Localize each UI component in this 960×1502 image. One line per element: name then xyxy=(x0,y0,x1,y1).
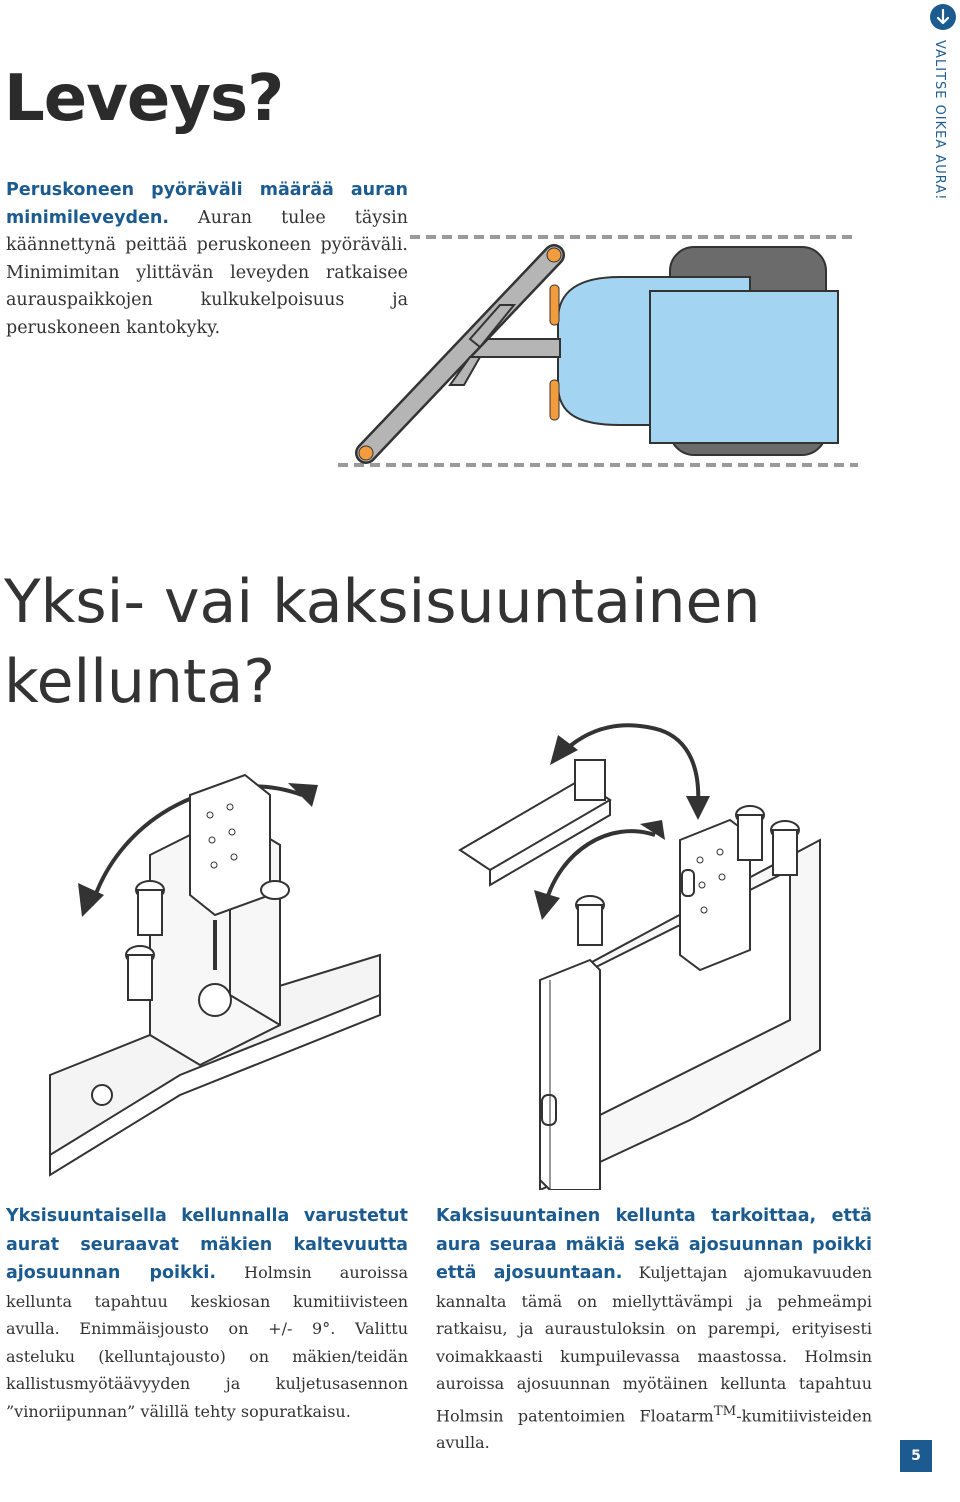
page-number: 5 xyxy=(900,1440,932,1472)
blade-tip-top xyxy=(547,248,561,262)
double-float-paragraph xyxy=(436,1202,872,1457)
single-float-paragraph xyxy=(6,1202,408,1425)
rotation-arrowhead-right xyxy=(288,783,318,807)
double-float-tail: -kumitiivisteiden avulla. xyxy=(436,1405,872,1453)
double-float-mount-drawing xyxy=(450,720,870,1190)
intro-lead: Peruskoneen pyöräväli määrää auran minimileveyden. xyxy=(6,180,408,228)
arrow-down-icon xyxy=(930,4,956,30)
double-float-body: Kuljettajan ajomukavuuden kannalta tämä on miellyttävämpi ja pehmeämpi ratkaisu, ja auraustuloksin on parempi, erityisesti voimakkaasti kumpuilevassa maastossa. Holmsin auroissa ajosuunnan myötäinen kellunta tapahtuu Holmsin patentoimien Floatarm xyxy=(436,1263,873,1425)
intro-body: Auran tulee täysin käännettynä peittää peruskoneen pyöräväli. Minimimitan ylittävän leveyden ratkaisee aurauspaikkojen kulkukelpoisuus ja peruskoneen kantokyky. xyxy=(6,207,408,338)
heading-floating-line2: kellunta? xyxy=(4,647,276,717)
heading-width: Leveys? xyxy=(4,62,284,136)
side-tab[interactable] xyxy=(928,0,960,210)
machine-cab xyxy=(650,291,838,443)
bumper-top xyxy=(550,285,559,325)
blade-tip-bottom xyxy=(359,446,373,460)
double-float-lead: Kaksisuuntainen kellunta tarkoittaa, että aura seuraa mäkiä sekä ajosuunnan poikki että ajosuuntaan. xyxy=(436,1206,872,1283)
left-post xyxy=(540,960,600,1190)
rotation-arrowhead-top-left xyxy=(550,735,578,765)
side-tab-label: VALITSE OIKEA AURA! xyxy=(932,40,947,201)
heading-floating-line1: Yksi- vai kaksisuuntainen xyxy=(4,567,761,637)
single-float-body: Holmsin auroissa kellunta tapahtuu keskiosan kumitiivisteen avulla. Enimmäisjousto on +/- 9°. Valittu asteluku (kelluntajousto) on mäkien/teidän kallistusmyötäävyyden ja kuljetusasennon ”vinoriipunnan” välillä tehty sopuratkaisu. xyxy=(6,1263,408,1421)
plow-width-diagram xyxy=(330,225,870,475)
single-float-lead: Yksisuuntaisella kellunnalla varustetut aurat seuraavat mäkien kaltevuutta ajosuunnan poikki. xyxy=(6,1206,408,1283)
bumper-bottom xyxy=(550,380,559,420)
heading-floating xyxy=(4,562,864,722)
single-float-mount-drawing xyxy=(40,755,420,1185)
trademark: TM xyxy=(713,1403,737,1419)
top-bracket xyxy=(190,775,270,915)
